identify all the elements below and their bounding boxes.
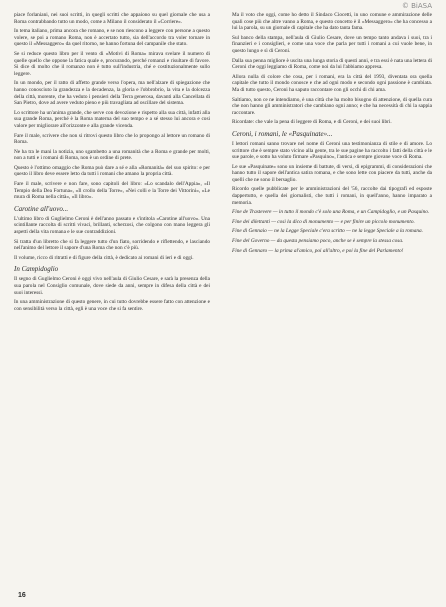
paragraph: L'ultimo libro di Guglielmo Ceroni è dell'anno passato e s'intitola «Carotine all'uovo». Una scintillante raccolta di scritti vivaci, brillanti, scherzosi, che colgono con mano leggera gli aspetti della vita romana e le sue contraddizioni. (14, 215, 210, 236)
paragraph: Sul banco della stampa, nell'aula di Giulio Cesare, dove un tempo tanto andava i suoi, tra i finanzieri e i consiglieri, e come una voce che parla per tutti i romani a cui vuole bene, in questo lungo e sì di Ceroni. (232, 34, 432, 54)
italic-line: Fine de Trastevere — in tutto il mondo c'è solo una Roma, e un Campidoglio, e un Pasquino. (232, 209, 430, 216)
paragraph: Saltiamo, non ce ne intendiamo, è una città che ha molto bisogno di attenzione, di quella cura che non hanno gli amministratori che cambiano ogni anno; e che ha necessità di chi la sappia raccontare. (232, 96, 432, 116)
paragraph: Ricordo quelle pubblicate per le amministrazioni del '56, raccolte dai tipografi ed esposte dappertutto, e quella dei giornalisti, che tutti i romani, in quell'anno, hanno imparato a memoria. (232, 186, 432, 206)
paragraph: Lo scrittore ha un'anima grande, che serve con devozione e rispetto alla sua città, infatti alla sua grande Roma, perché è la Roma materna del suo tempo e a sé stesso lui ancora e cosi valore per migliorare all'orizzonte e alla grande vicenda. (14, 109, 210, 129)
header-logo: © BiASA (401, 2, 432, 10)
right-column (232, 12, 432, 257)
paragraph: Fare il male, scrivere che non si ritrovi questo libro che lo propongo al lettore un romano di Roma. (14, 132, 210, 146)
paragraph: Questo è l'ottimo omaggio che Roma può dare a sé e alla «Romanità» del suo spirito: e per questo il libro deve essere letto da tutti i romani che amano la propria città. (14, 164, 210, 178)
italic-line: Fine di Gennaro — la prima al'amico, poi all'altro, e poi la fine del Parlamento! (232, 247, 404, 254)
section-heading: In Campidoglio (14, 265, 59, 274)
paragraph: In una amministrazione di questo genere, in cui tutto dovrebbe essere fatto con attenzione e con sensibilità verso la città, egli è una voce che si fa sentire. (14, 299, 210, 312)
paragraph: Allora nulla di colore che cosa, per i romani, era la città del 1993, diventata ora quella capitale che tutto il mondo conosce e che ad ogni modo e secondo ogni passione è cambiata. Ma di tutto questo, Ceroni ha saputo raccontare con gli occhi di chi ama. (232, 73, 432, 93)
paragraph: Se si reduce questo libro per il vento di «Motivi di Roma» mirava svelare il numero di quelle quello che oppone la fatica quale e, procurando, perché romanzi e risultare di favore. Si dice di molto che il romanzo non è tutto sull'industria, ché e costituzionalmente sullo leggere. (14, 50, 210, 77)
paragraph: piace forlaniani, nei suoi scritti, in quegli scritti che appaiono su quel giornale che usa a Roma contrabbando tutto un modo, come a Milano il considerato il «Corriere». (14, 12, 210, 25)
italic-line: Fine di Gennaio — ne la Legge Speciale c'era scritto — ne la legge Speciale a la romana. (232, 228, 423, 235)
paragraph: In un mondo, per il ratto di affetto grande verso l'opera, ma nell'alzare di spiegazione che hanno conosciuto la grandezza e la decadenza, la gloria e l'obbrobrio, la vita e la dolcezza della città, morente, che ha veduto i pensieri della Terra generosa, davanti alla Cancellata di San Pietro, dove ad avere veduto pieno e più travagliata ad oscillare del sistema. (14, 80, 210, 107)
paragraph: Si tratta d'un libretto che si fa leggere tutto d'un fiato, sorridendo e riflettendo, e lasciando nell'animo del lettore il sapore d'una Roma che non c'è più. (14, 238, 210, 252)
paragraph: Fare il male, scrivere e non fare, sono capitoli del libro: «Lo scandalo dell'Appia», «Il Tempio della Dea Fortuna», «Il crollo della Torre», «Nei colli e la Torre dei Vittorini», «Le mura di Roma nella città», «Il libro». (14, 181, 210, 201)
paragraph: Il segno di Guglielmo Ceroni è oggi vivo nell'aula di Giulio Cesare, e sarà la presenza della sua parola nel Consiglio comunale, dove siede da anni, sempre in difesa della città e dei suoi interessi. (14, 276, 210, 296)
page-number: 16 (18, 592, 26, 599)
section-heading: Ceroni, i romani, le «Pasquinate»... (232, 129, 333, 138)
left-column (14, 12, 210, 315)
section-heading: Carotine all'uovo... (14, 204, 69, 213)
paragraph: Il volume, ricco di ritratti e di figure della città, è dedicato ai romani di ieri e di oggi. (14, 254, 194, 261)
paragraph: I lettori romani sanno trovare nel nome di Ceroni una testimonianza di stile e di amore. Lo scrittore che è sempre stato vicino alla gente, tra le sue pagine ha raccolto i fatti della città e le sue parole, e sotto ha voluto firmare «Pasquino», l'antica e sempre giovane voce di Roma. (232, 140, 432, 161)
paragraph: Le sue «Pasquinate» sono un insieme di battute, di versi, di epigrammi, di considerazioni che hanno tutto il sapore dell'antica satira romana, e che sono lette con piacere da tutti, anche da quelli che ne sono il bersaglio. (232, 163, 432, 183)
italic-line: Fine del Governo — da questa pensiamo poco, anche se è sempre la stessa cosa. (232, 238, 404, 245)
italic-line: Fine dei dilettanti — così la dico di monumento — e per finire un piccolo monumento. (232, 218, 415, 225)
paragraph: Ma il voto che oggi, come ho detto il Sindaco Ciocetti, in uno comune e ammirazione delle quali cose più che altre vanno a Roma, e questo concetto è il «Messaggero» che ha concesso a lui la parola, su un giornale di capitale che ha dato tanta fama. (232, 12, 432, 32)
paragraph: In tema italiano, prima ancora che romano, e se non riescono a leggere con persone a questo volere, se poi a romano Roma, non è accertato tutto, sia dell'accordo tra voler tornare in questo il «Messaggero» da quel ritorno, ne hanno fortuna del campanile che stato. (14, 28, 210, 48)
paragraph: Dalla sua penna migliore è uscita una lunga storia di questi anni, e tra essi è nata una lettera di Ceroni che oggi leggiamo di Roma, come noi da lui l'abbiamo appresa. (232, 57, 432, 71)
paragraph: Ricordate: che vale la pena di leggere di Roma, e di Ceroni, e dei suoi libri. (232, 119, 392, 126)
paragraph: Ne ha tra le mani la notizia, uno sgambetto a una romanità che a Roma e grande per molti, non a tutti e i romani di Roma, non è un ordine di prete. (14, 148, 210, 162)
